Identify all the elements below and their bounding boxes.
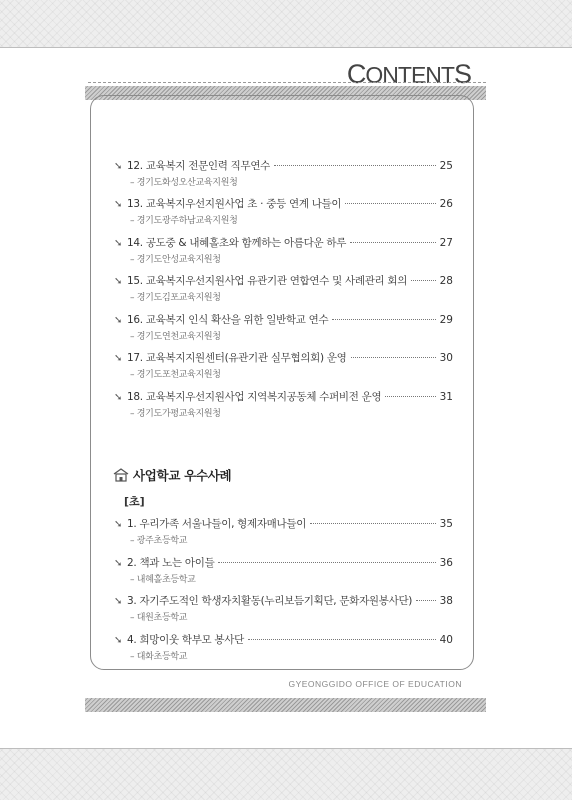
toc-entry[interactable] <box>114 350 453 380</box>
toc-entry[interactable] <box>114 516 453 546</box>
entry-title: 3. 자기주도적인 학생자치활동(누리보듬기획단, 문화자원봉사단) <box>127 595 413 607</box>
entry-page-number: 25 <box>439 160 453 172</box>
toc-entry[interactable] <box>114 273 453 303</box>
arrow-bullet-icon: ➘ <box>114 276 123 287</box>
entry-page-number: 29 <box>439 314 453 326</box>
toc-entry[interactable] <box>114 312 453 342</box>
entry-page-number: 35 <box>439 518 453 530</box>
entry-subtitle: – 경기도연천교육지원청 <box>130 332 221 342</box>
entry-subtitle: – 대화초등학교 <box>130 652 188 662</box>
entry-title: 1. 우리가족 서울나들이, 형제자매나들이 <box>127 518 307 530</box>
arrow-bullet-icon: ➘ <box>114 199 123 210</box>
entry-title: 16. 교육복지 인식 확산을 위한 일반학교 연수 <box>127 314 329 326</box>
school-icon <box>113 468 129 482</box>
toc-entry[interactable] <box>114 196 453 226</box>
arrow-bullet-icon: ➘ <box>114 238 123 249</box>
bottom-decorative-bar <box>85 698 486 712</box>
entry-page-number: 26 <box>439 198 453 210</box>
entry-title: 12. 교육복지 전문인력 직무연수 <box>127 160 271 172</box>
entry-subtitle: – 경기도화성오산교육지원청 <box>130 178 238 188</box>
entry-subtitle: – 경기도안성교육지원청 <box>130 255 221 265</box>
entry-subtitle: – 경기도가평교육지원청 <box>130 409 221 419</box>
arrow-bullet-icon: ➘ <box>114 558 123 569</box>
dot-leader <box>218 562 435 563</box>
arrow-bullet-icon: ➘ <box>114 161 123 172</box>
entry-title: 13. 교육복지우선지원사업 초 · 중등 연계 나들이 <box>127 198 342 210</box>
entry-subtitle: – 대원초등학교 <box>130 613 188 623</box>
entry-page-number: 27 <box>439 237 453 249</box>
toc-entry[interactable] <box>114 389 453 419</box>
arrow-bullet-icon: ➘ <box>114 596 123 607</box>
toc-entry[interactable] <box>114 158 453 188</box>
entry-subtitle: – 경기도광주하남교육지원청 <box>130 216 238 226</box>
entry-page-number: 40 <box>439 634 453 646</box>
entry-subtitle: – 내혜홀초등학교 <box>130 575 196 585</box>
entry-page-number: 38 <box>439 595 453 607</box>
entry-page-number: 31 <box>439 391 453 403</box>
arrow-bullet-icon: ➘ <box>114 315 123 326</box>
dot-leader <box>350 242 436 243</box>
arrow-bullet-icon: ➘ <box>114 353 123 364</box>
footer-organization: GYEONGGIDO OFFICE OF EDUCATION <box>288 679 462 689</box>
contents-title: CONTENTS <box>346 59 471 89</box>
dot-leader <box>274 165 436 166</box>
entry-page-number: 36 <box>439 557 453 569</box>
toc-entry[interactable] <box>114 632 453 662</box>
arrow-bullet-icon: ➘ <box>114 635 123 646</box>
entry-subtitle: – 경기도김포교육지원청 <box>130 293 221 303</box>
toc-entry[interactable] <box>114 593 453 623</box>
entry-subtitle: – 경기도포천교육지원청 <box>130 370 221 380</box>
entry-title: 2. 책과 노는 아이들 <box>127 557 215 569</box>
dot-leader <box>416 600 436 601</box>
entry-title: 14. 공도중 & 내혜홀초와 함께하는 아름다운 하루 <box>127 237 347 249</box>
title-divider <box>88 82 486 83</box>
toc-entry[interactable] <box>114 235 453 265</box>
dot-leader <box>310 523 436 524</box>
dot-leader <box>248 639 436 640</box>
entry-subtitle: – 광주초등학교 <box>130 536 188 546</box>
dot-leader <box>332 319 435 320</box>
entry-page-number: 30 <box>439 352 453 364</box>
entry-page-number: 28 <box>439 275 453 287</box>
dot-leader <box>411 280 436 281</box>
dot-leader <box>351 357 436 358</box>
dot-leader <box>345 203 435 204</box>
arrow-bullet-icon: ➘ <box>114 392 123 403</box>
category-label: [초] <box>124 495 145 508</box>
section-title: 사업학교 우수사례 <box>133 468 232 483</box>
entry-title: 17. 교육복지지원센터(유관기관 실무협의회) 운영 <box>127 352 347 364</box>
entry-title: 15. 교육복지우선지원사업 유관기관 연합연수 및 사례관리 회의 <box>127 275 408 287</box>
dot-leader <box>385 396 435 397</box>
toc-entry[interactable] <box>114 555 453 585</box>
arrow-bullet-icon: ➘ <box>114 519 123 530</box>
entry-title: 4. 희망이웃 학부모 봉사단 <box>127 634 244 646</box>
entry-title: 18. 교육복지우선지원사업 지역복지공동체 수퍼비전 운영 <box>127 391 382 403</box>
section-heading <box>113 466 231 484</box>
